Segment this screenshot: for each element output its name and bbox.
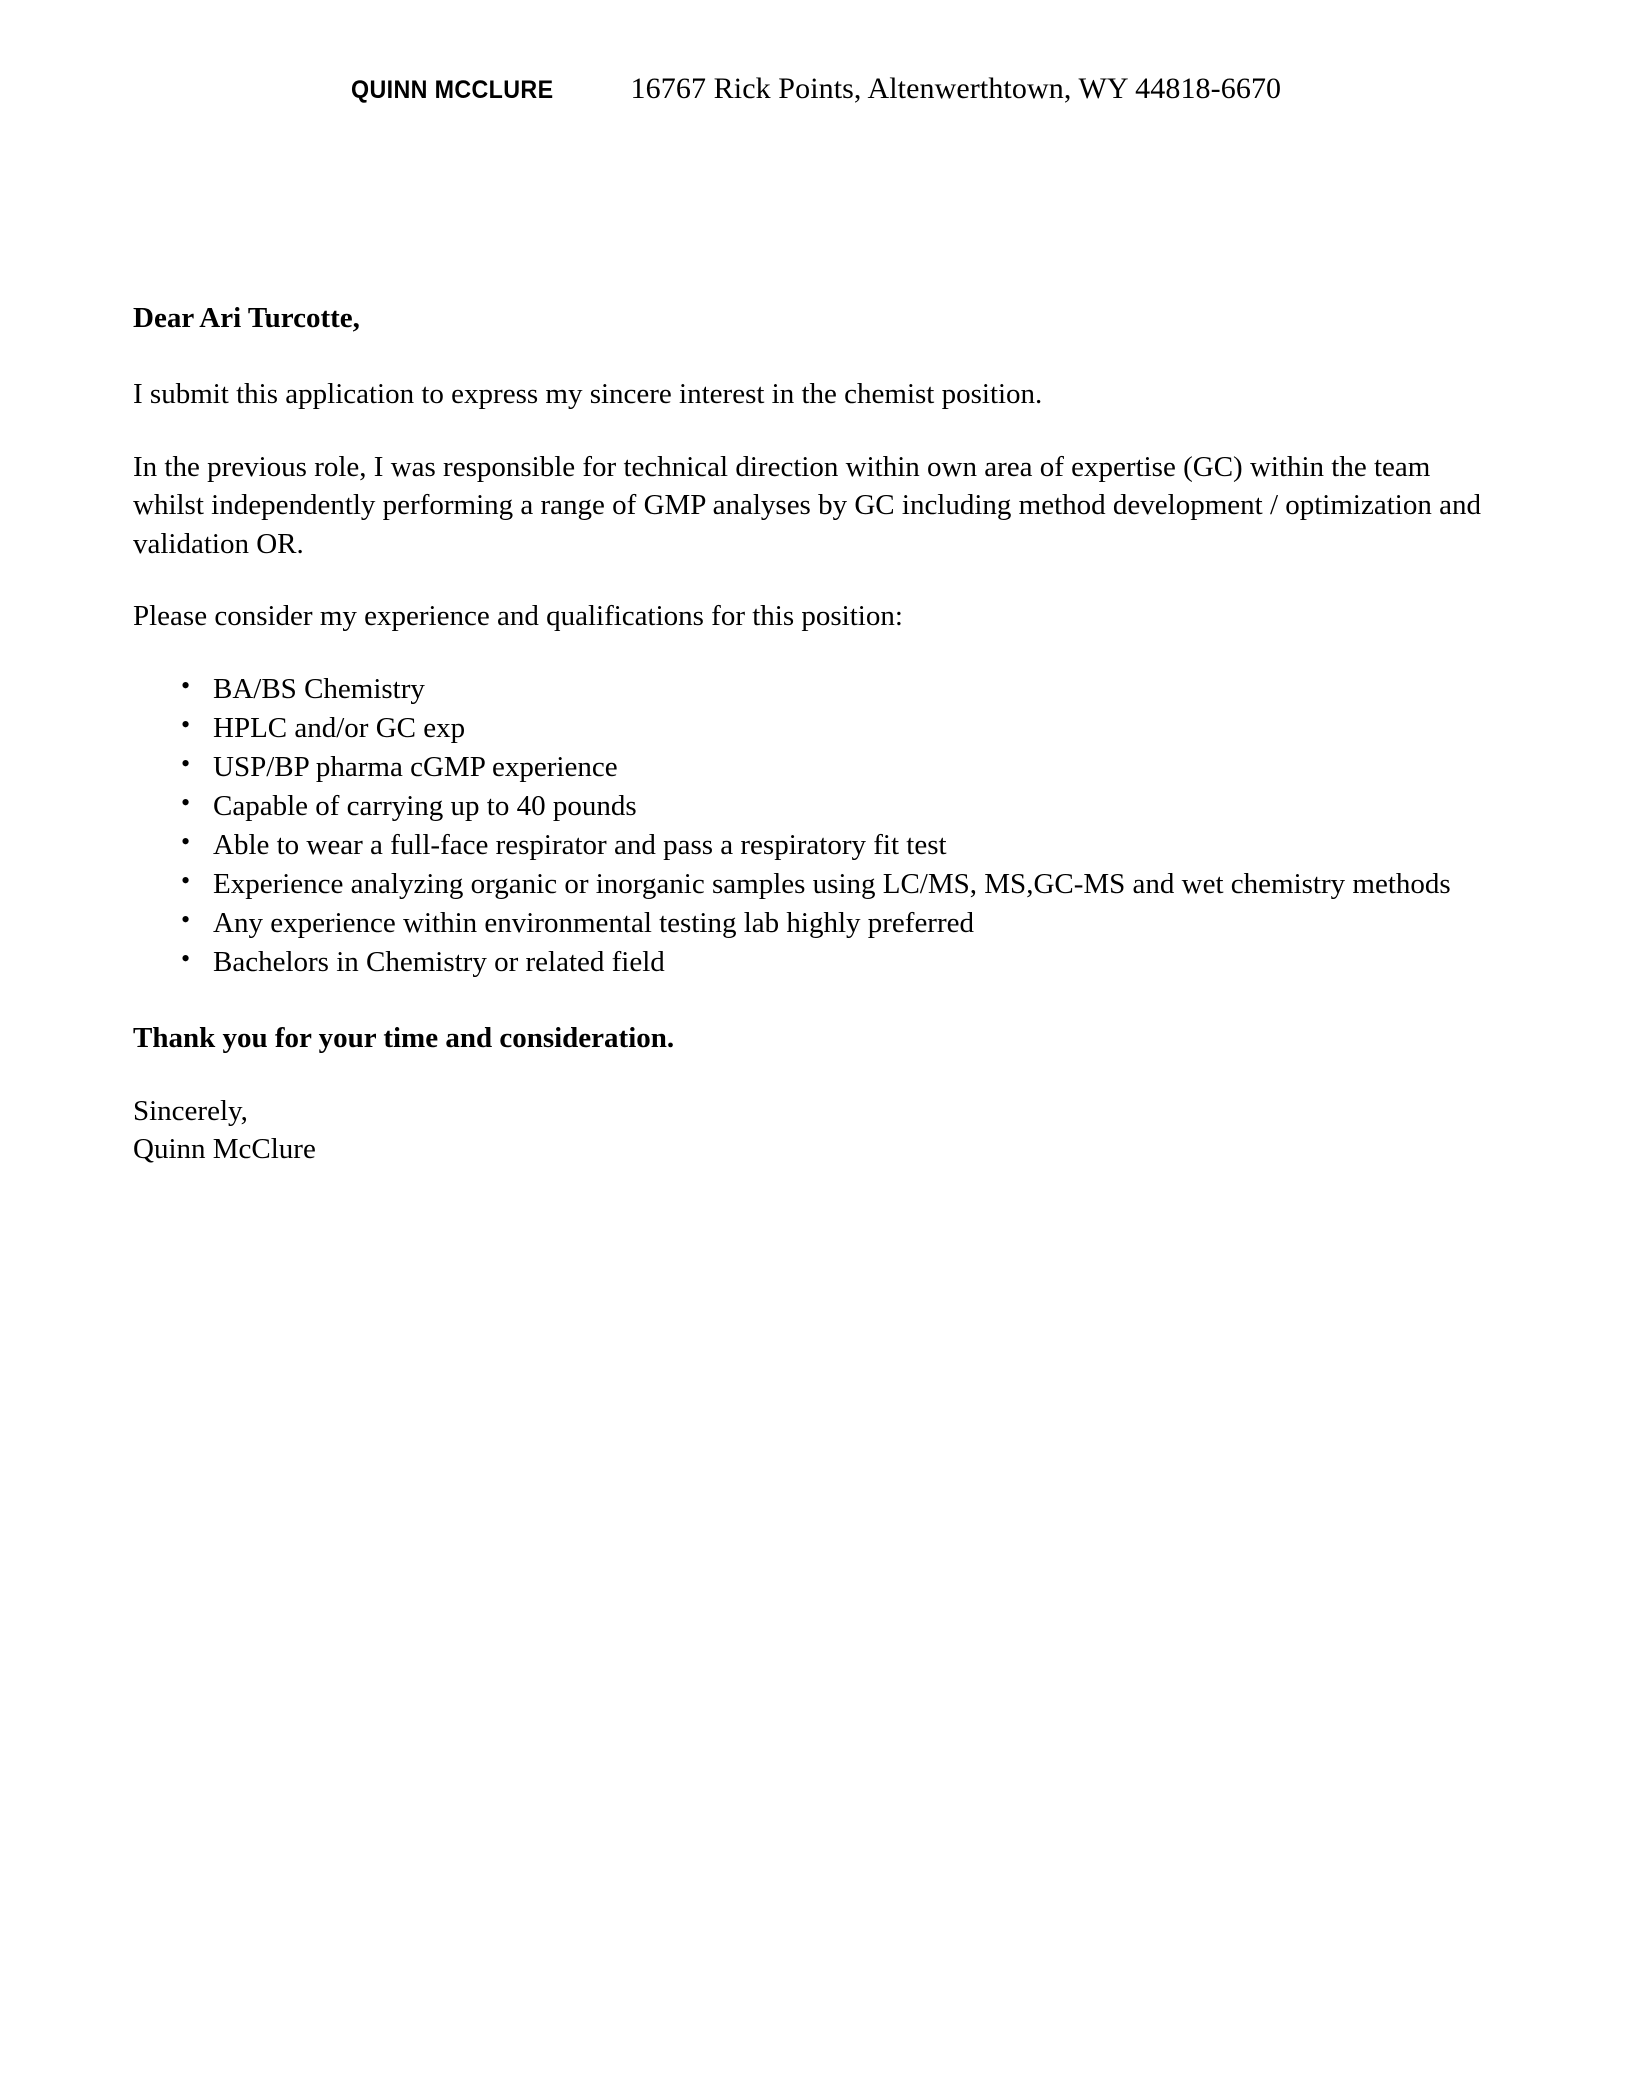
list-item: • Able to wear a full-face respirator and pass a respiratory fit test	[181, 826, 1498, 865]
list-item: • USP/BP pharma cGMP experience	[181, 748, 1498, 787]
signoff-closing: Sincerely,	[133, 1094, 248, 1127]
list-item: • BA/BS Chemistry	[181, 670, 1498, 709]
paragraph-intro: I submit this application to express my sincere interest in the chemist position.	[133, 378, 1043, 411]
thank-you-line: Thank you for your time and consideration.	[133, 1021, 675, 1054]
paragraph-experience: In the previous role, I was responsible for technical direction within own area of expertise (GC) within the team whilst independently performing a range of GMP analyses by GC including method development / optimization and validation OR.	[133, 450, 1481, 560]
letter-body	[133, 300, 1498, 1168]
list-item: • Bachelors in Chemistry or related field	[181, 943, 1498, 982]
salutation: Dear Ari Turcotte,	[133, 302, 360, 334]
list-item: • Experience analyzing organic or inorganic samples using LC/MS, MS,GC-MS and wet chemistry methods	[181, 865, 1498, 904]
sender-name: QUINN MCCLURE	[350, 76, 554, 104]
signoff-name: Quinn McClure	[133, 1132, 316, 1165]
list-item: • HPLC and/or GC exp	[181, 709, 1498, 748]
list-item: • Capable of carrying up to 40 pounds	[181, 787, 1498, 826]
list-item: • Any experience within environmental testing lab highly preferred	[181, 904, 1498, 943]
qualifications-list	[133, 670, 1498, 982]
signature-block	[133, 1092, 1498, 1169]
sender-address: 16767 Rick Points, Altenwerthtown, WY 44818-6670	[630, 72, 1282, 105]
letterhead	[0, 72, 1632, 106]
paragraph-qualifications-lead: Please consider my experience and qualifications for this position:	[133, 600, 903, 633]
